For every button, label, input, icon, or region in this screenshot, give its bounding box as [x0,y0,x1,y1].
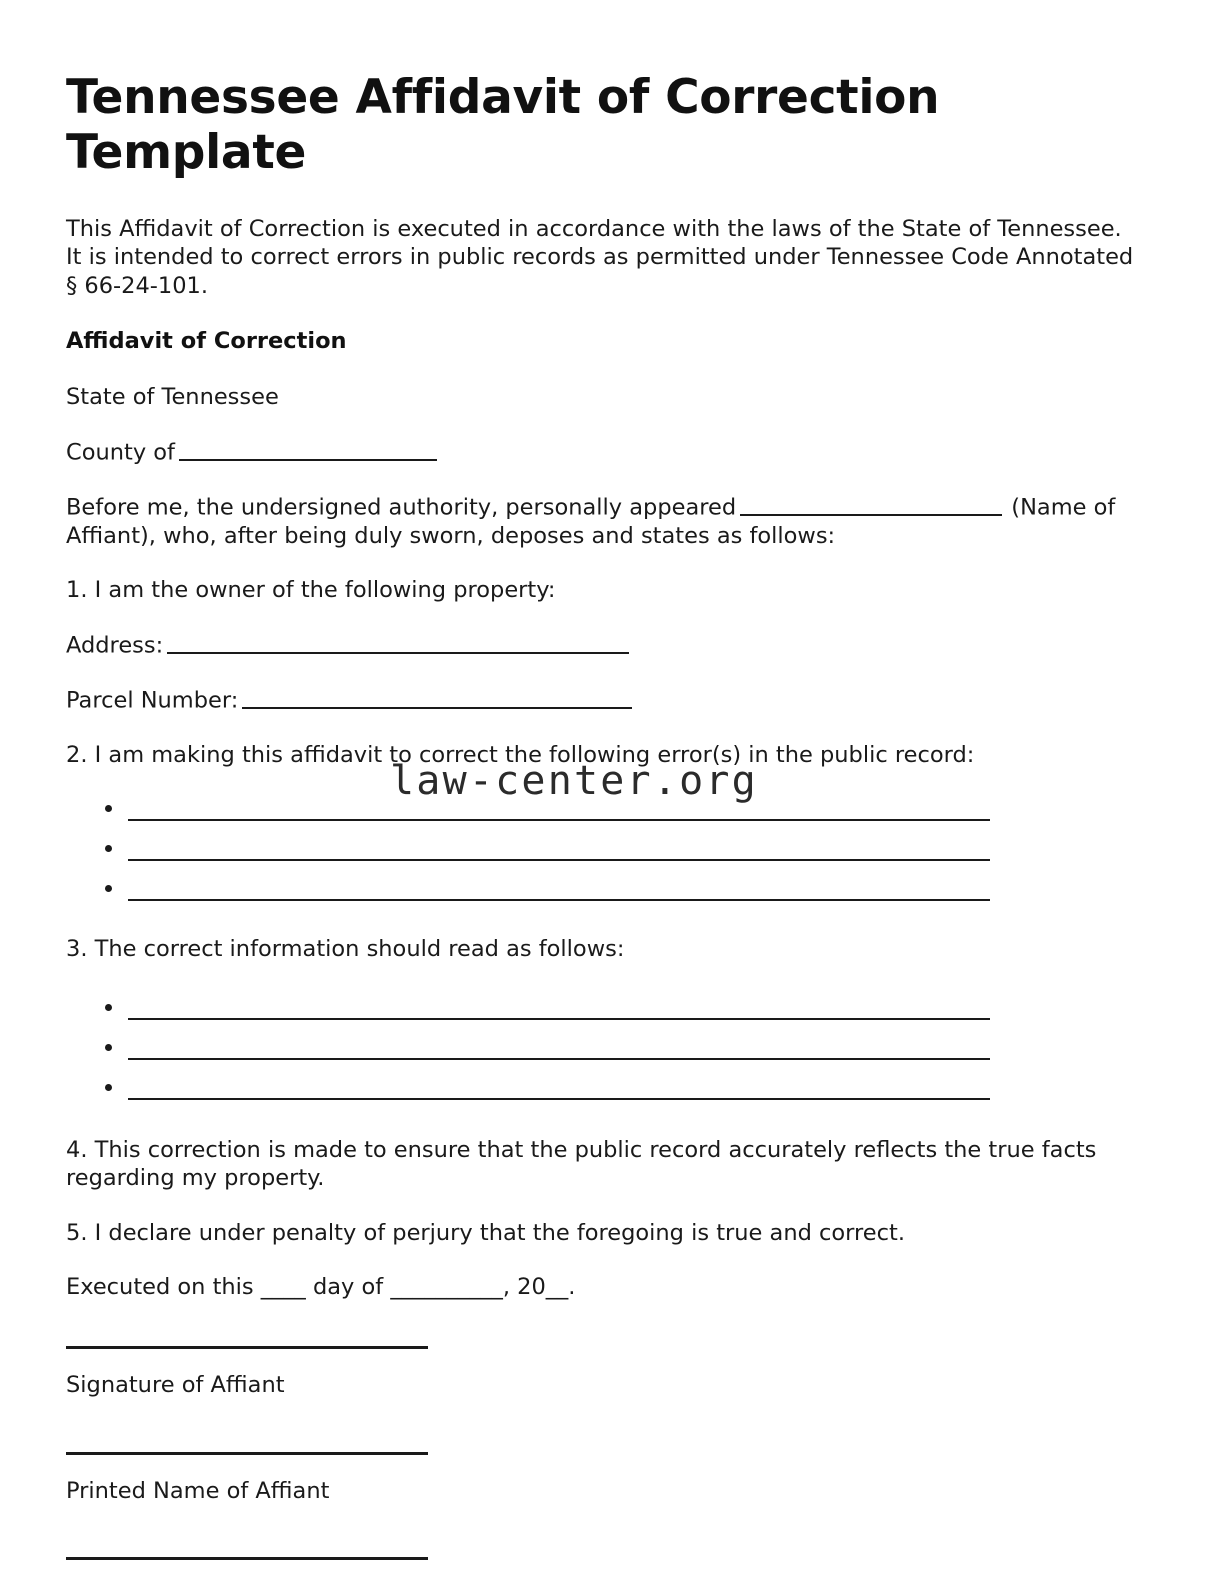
item-1-owner-statement: 1. I am the owner of the following property: [66,577,556,604]
printed-name-of-affiant-label: Printed Name of Affiant [66,1477,330,1504]
item-3-correct-information-statement: 3. The correct information should read as follows: [66,936,625,963]
address-line [66,631,1138,660]
signature-block [66,1346,1165,1560]
county-label: County of [66,439,175,466]
county-line [66,438,1138,467]
list-item[interactable] [66,831,1165,863]
item-4-purpose-statement: 4. This correction is made to ensure that the public record accurately reflects the true facts regarding my property. [66,1136,1097,1192]
error-blank-field-1[interactable] [128,791,990,821]
list-item[interactable] [66,990,1165,1022]
watermark-law-center-org: law-center.org [390,758,758,804]
parcel-number-blank-field[interactable] [242,686,632,709]
printed-name-blank-field[interactable] [66,1452,428,1455]
intro-paragraph: This Affidavit of Correction is executed in accordance with the laws of the State of Tennessee. It is intended to correct errors in public records as permitted under Tennessee Code Annotated § 66-24-101. [66,215,1134,300]
state-line: State of Tennessee [66,384,279,411]
county-blank-field[interactable] [179,438,437,461]
bullet-dot-icon [105,1084,112,1091]
parcel-number-label: Parcel Number: [66,687,239,714]
bullet-dot-icon [105,1004,112,1011]
list-item[interactable] [66,1030,1165,1062]
list-item[interactable] [66,871,1165,903]
error-blank-field-3[interactable] [128,871,990,901]
affiant-name-blank-field[interactable] [740,493,1002,516]
bullet-dot-icon [105,885,112,892]
address-label: Address: [66,632,164,659]
section-heading-affidavit-of-correction: Affidavit of Correction [66,327,347,354]
item-5-perjury-declaration: 5. I declare under penalty of perjury that the foregoing is true and correct. [66,1219,905,1246]
bullet-dot-icon [105,805,112,812]
corrections-blank-list [66,990,1165,1102]
correction-blank-field-1[interactable] [128,990,990,1020]
bullet-dot-icon [105,845,112,852]
list-item[interactable] [66,791,1165,823]
signature-blank-field[interactable] [66,1346,428,1349]
list-item[interactable] [66,1070,1165,1102]
additional-blank-field[interactable] [66,1557,428,1560]
address-blank-field[interactable] [167,631,629,654]
appearance-text-before: Before me, the undersigned authority, personally appeared [66,494,737,521]
appearance-paragraph [66,493,1138,551]
bullet-dot-icon [105,1044,112,1051]
signature-of-affiant-label: Signature of Affiant [66,1371,285,1398]
correction-blank-field-3[interactable] [128,1070,990,1100]
error-blank-field-2[interactable] [128,831,990,861]
item-2-errors-statement: 2. I am making this affidavit to correct the following error(s) in the public record: [66,741,975,768]
execution-date-line: Executed on this ____ day of __________, 20__. [66,1274,576,1301]
errors-blank-list [66,791,1165,903]
appearance-text-after: (Name of Affiant), who, after being duly sworn, deposes and states as follows: [66,494,1116,549]
parcel-number-line [66,686,1138,715]
correction-blank-field-2[interactable] [128,1030,990,1060]
page-title: Tennessee Affidavit of Correction Template [66,70,940,181]
